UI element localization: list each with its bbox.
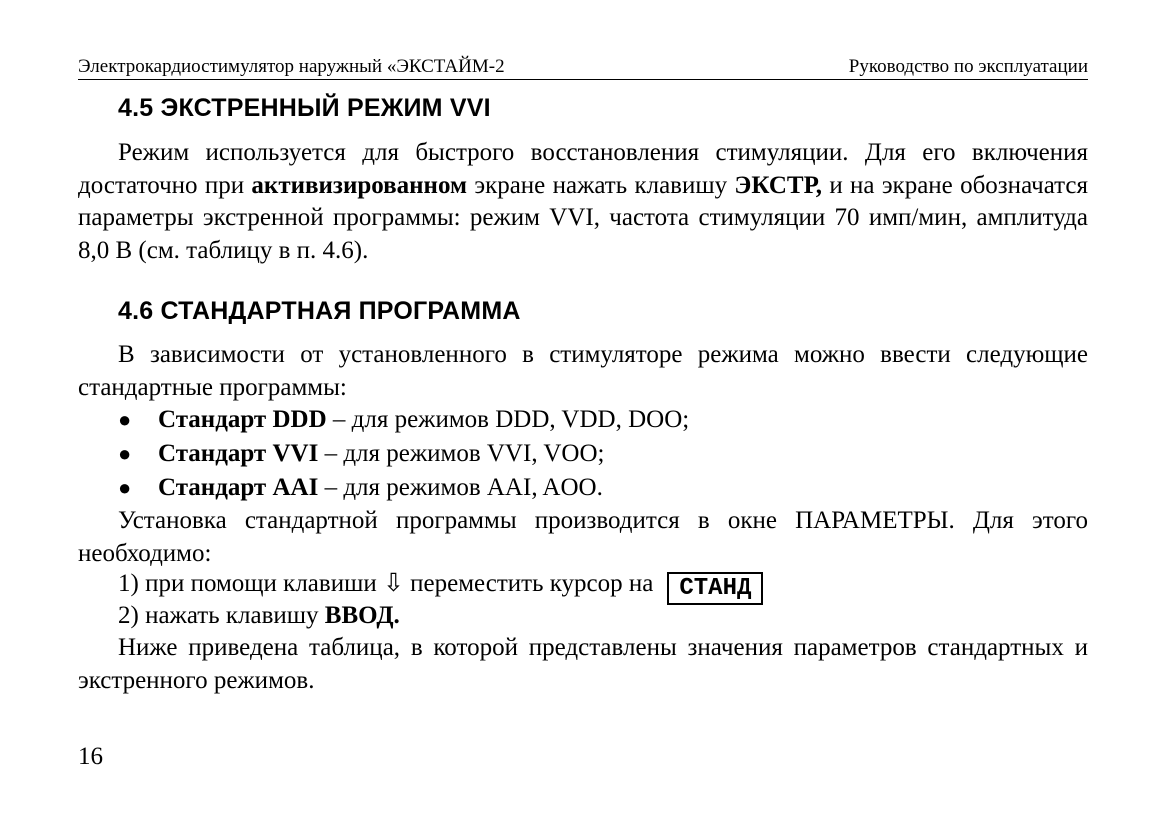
step-2-text: 2) нажать клавишу [118,602,325,629]
page-number: 16 [78,743,103,770]
bullet-item [118,404,689,436]
p1-text-a: Режим используется для быстрого восстановления стимуляции. Для его включения достаточно при [78,139,1088,199]
p1-bold-activated: активизированном [251,171,468,199]
bullet-rest: – для режимов AAI, AOO. [318,474,603,501]
bullet-rest: – для режимов DDD, VDD, DOO; [326,406,690,433]
header-left: Электрокардиостимулятор наружный «ЭКСТАЙМ-2 [78,56,505,77]
install-paragraph [78,505,1088,570]
p1-bold-key: ЭКСТР, [734,171,823,199]
section-4-5-paragraph [78,137,1088,267]
step-2-key: ВВОД. [324,602,400,629]
section-4-6-intro [78,339,1088,404]
running-header [78,56,1088,80]
bullet-bold: Стандарт VVI [158,440,319,467]
bullet-dot-icon: ● [118,407,132,432]
intro-text: В зависимости от установленного в стимуляторе режима можно ввести следующие стандартные программы: [78,341,1088,401]
bullet-dot-icon: ● [118,475,132,500]
bullet-bold: Стандарт AAI [158,474,319,501]
step-2 [118,600,400,632]
table-note-text: Ниже приведена таблица, в которой представлены значения параметров стандартных и экстренного режимов. [78,634,1088,694]
section-4-5-title: 4.5 ЭКСТРЕННЫЙ РЕЖИМ VVI [118,94,491,122]
step-1-text: 1) при помощи клавиши ⇩ переместить курсор на [118,570,654,597]
bullet-bold: Стандарт DDD [158,406,327,433]
install-text: Установка стандартной программы производится в окне ПАРАМЕТРЫ. Для этого необходимо: [78,507,1088,567]
header-right: Руководство по эксплуатации [848,56,1088,77]
stand-key-box: СТАНД [667,572,763,605]
bullet-item [118,438,604,470]
p1-text-c: экране нажать клавишу [467,171,735,199]
p1-text-e: и на экране обозначатся параметры экстренной программы: режим VVI, частота стимуляции 70 имп/мин, амплитуда 8,0 В (см. таблицу в п. 4.6). [78,171,1089,264]
bullet-item [118,472,603,504]
section-4-6-title: 4.6 СТАНДАРТНАЯ ПРОГРАММА [118,297,521,325]
bullet-dot-icon: ● [118,441,132,466]
bullet-rest: – для режимов VVI, VOO; [318,440,605,467]
table-note-paragraph [78,632,1088,697]
